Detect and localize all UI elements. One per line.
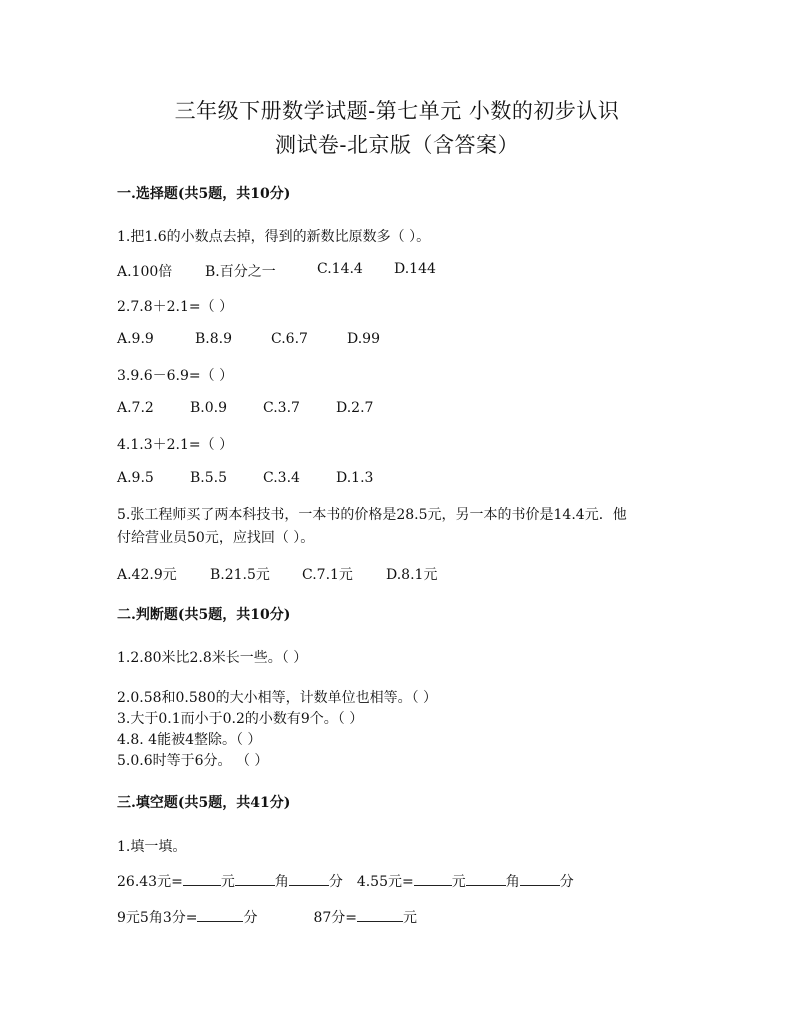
unit-fen-b: 分 [559,874,574,890]
fill-row1-prefix-b: 4.55元= [356,874,414,890]
q3-option-b: B.0.9 [190,400,228,416]
blank-yuan-total[interactable] [357,907,403,922]
q2-option-c: C.6.7 [271,331,308,347]
question-5-stem-line-2: 付给营业员50元，应找回（ ）。 [117,530,315,546]
title-line-1: 三年级下册数学试题-第七单元 小数的初步认识 [174,99,620,123]
judgement-item-3: 3.大于0.1而小于0.2的小数有9个。（ ） [117,711,364,727]
q4-option-d: D.1.3 [336,470,374,486]
blank-fen-a[interactable] [289,871,329,886]
unit-jiao-a: 角 [274,874,289,890]
fill-row1-prefix-a: 26.43元= [117,874,183,890]
q1-option-c: C.14.4 [317,261,363,277]
fill-row2-prefix-b: 87分= [313,910,357,926]
judgement-item-1: 1.2.80米比2.8米长一些。（ ） [117,650,308,666]
section-heading-fill-in: 三.填空题(共5题，共41分) [117,795,291,811]
q1-option-b: B.百分之一 [205,264,276,280]
unit-fen-total: 分 [243,910,258,926]
q3-option-a: A.7.2 [117,400,154,416]
judgement-item-5: 5.0.6时等于6分。 （ ） [117,753,269,769]
judgement-item-2: 2.0.58和0.580的大小相等，计数单位也相等。（ ） [117,690,438,706]
q4-option-b: B.5.5 [190,470,228,486]
q1-option-a: A.100倍 [117,264,173,280]
q3-option-d: D.2.7 [336,400,374,416]
unit-yuan-a: 元 [220,874,235,890]
q1-option-d: D.144 [394,261,436,277]
q5-option-b: B.21.5元 [210,567,270,583]
unit-fen-a: 分 [328,874,343,890]
blank-fen-b[interactable] [520,871,560,886]
q4-option-c: C.3.4 [263,470,300,486]
question-5-stem-line-1: 5.张工程师买了两本科技书，一本书的价格是28.5元，另一本的书价是14.4元．他 [117,507,627,523]
title-line-2: 测试卷-北京版（含答案） [274,133,520,157]
section-heading-choice: 一.选择题(共5题，共10分) [117,186,291,202]
q4-option-a: A.9.5 [117,470,154,486]
fill-row-2 [117,907,417,927]
q2-option-a: A.9.9 [117,331,154,347]
fill-question-1-stem: 1.填一填。 [117,839,187,855]
fill-row2-prefix-a: 9元5角3分= [117,910,198,926]
q5-option-d: D.8.1元 [386,567,438,583]
q3-option-c: C.3.7 [263,400,300,416]
q2-option-d: D.99 [347,331,380,347]
blank-yuan-b[interactable] [414,871,452,886]
question-3-stem: 3.9.6－6.9=（ ） [117,368,234,384]
blank-yuan-a[interactable] [183,871,221,886]
section-heading-judgement: 二.判断题(共5题，共10分) [117,607,291,623]
blank-jiao-b[interactable] [466,871,506,886]
question-4-stem: 4.1.3＋2.1=（ ） [117,437,234,453]
q5-option-a: A.42.9元 [117,567,177,583]
q2-option-b: B.8.9 [195,331,233,347]
unit-yuan-total: 元 [403,910,417,926]
unit-jiao-b: 角 [505,874,520,890]
blank-fen-total[interactable] [197,907,243,922]
judgement-item-4: 4.8. 4能被4整除。（ ） [117,732,262,748]
question-2-stem: 2.7.8＋2.1=（ ） [117,299,234,315]
fill-row-1 [117,871,574,891]
question-1-stem: 1.把1.6的小数点去掉，得到的新数比原数多（ ）。 [117,229,431,245]
blank-jiao-a[interactable] [235,871,275,886]
unit-yuan-b: 元 [451,874,466,890]
q5-option-c: C.7.1元 [302,567,353,583]
